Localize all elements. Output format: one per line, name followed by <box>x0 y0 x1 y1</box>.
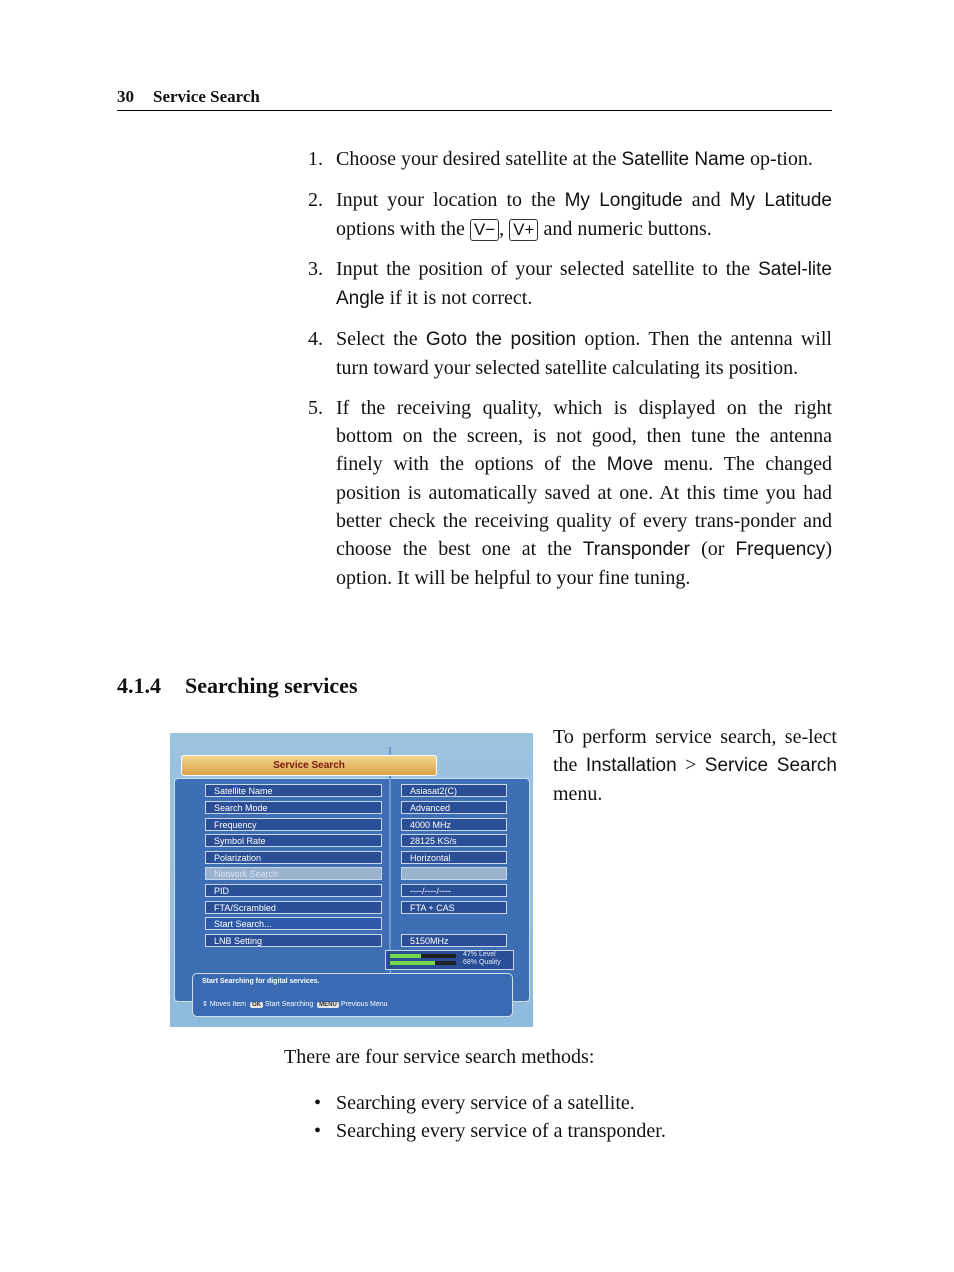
option-name: Satel-lite Angle <box>336 259 832 309</box>
option-name: Move <box>606 454 654 475</box>
value-network-search <box>401 867 507 880</box>
quality-label: 68% Quality <box>463 959 501 966</box>
menu-item-network-search: Network Search <box>205 867 382 880</box>
move-hint: Moves Item <box>209 1001 247 1008</box>
updown-icon: ⇕ <box>202 1001 208 1008</box>
menu-item-fta-scrambled[interactable]: FTA/Scrambled <box>205 901 382 914</box>
help-keys <box>202 1000 388 1008</box>
menu-item-search-mode[interactable]: Search Mode <box>205 801 382 814</box>
list-item <box>314 1117 666 1145</box>
option-name: Goto the position <box>425 329 577 350</box>
running-title: Service Search <box>153 87 260 106</box>
step-number: 4. <box>308 328 323 350</box>
list-item-text: Searching every service of a transponder. <box>336 1120 666 1142</box>
step-text: If the receiving quality, which is displayed on the right bottom on the screen, is not good, then tune the antenna finely with the options of the <box>336 397 832 475</box>
value-polarization[interactable]: Horizontal <box>401 851 507 864</box>
option-name: Transponder <box>582 539 690 560</box>
section-title: Searching services <box>185 673 358 698</box>
step-number: 2. <box>308 189 323 211</box>
menu-key-tag: MENU <box>319 1002 337 1008</box>
step-text: Input your location to the <box>336 189 565 211</box>
option-name: My Longitude <box>564 190 683 211</box>
step-number: 5. <box>308 397 323 419</box>
step-text: options with the <box>336 218 470 240</box>
value-search-mode[interactable]: Advanced <box>401 801 507 814</box>
service-search-screenshot <box>170 733 533 1027</box>
step-text: Select the <box>336 328 426 350</box>
step-text: option. Then the antenna will turn toward your selected satellite calculating its position. <box>336 328 832 379</box>
step-text: Input the position of your selected satellite to the <box>336 258 759 280</box>
value-satellite-name[interactable]: Asiasat2(C) <box>401 784 507 797</box>
remote-key: V− <box>470 219 499 241</box>
step-number: 3. <box>308 258 323 280</box>
help-message: Start Searching for digital services. <box>202 978 320 985</box>
instruction-text: menu. <box>553 783 603 805</box>
option-name: Satellite Name <box>621 149 746 170</box>
methods-intro: There are four service search methods: <box>284 1046 595 1068</box>
menu-item-polarization[interactable]: Polarization <box>205 851 382 864</box>
list-item-text: Searching every service of a satellite. <box>336 1092 635 1114</box>
value-symbol-rate[interactable]: 28125 KS/s <box>401 834 507 847</box>
value-fta-scrambled[interactable]: FTA + CAS <box>401 901 507 914</box>
menu-item-symbol-rate[interactable]: Symbol Rate <box>205 834 382 847</box>
remote-key: V+ <box>509 219 538 241</box>
instruction-text: To perform service search, se-lect the <box>553 726 837 776</box>
menu-item-lnb-setting[interactable]: LNB Setting <box>205 934 382 947</box>
level-label: 47% Level <box>463 951 496 958</box>
menu-name: Service Search <box>704 755 837 776</box>
step-4 <box>308 325 832 382</box>
value-frequency[interactable]: 4000 MHz <box>401 818 507 831</box>
step-text: and numeric buttons. <box>538 218 712 240</box>
level-bar <box>390 954 456 958</box>
steps-list <box>308 145 832 604</box>
screen-title-tab: Service Search <box>181 755 437 776</box>
step-text: op-tion. <box>745 148 813 170</box>
step-5 <box>308 394 832 592</box>
value-pid[interactable]: ----/----/---- <box>401 884 507 897</box>
ok-key-tag: OK <box>251 1002 261 1008</box>
step-3 <box>308 255 832 313</box>
option-name: Frequency <box>735 539 826 560</box>
signal-meter <box>385 950 514 970</box>
step-text: (or <box>689 538 736 560</box>
menu-item-pid[interactable]: PID <box>205 884 382 897</box>
menu-item-satellite-name[interactable]: Satellite Name <box>205 784 382 797</box>
step-number: 1. <box>308 148 323 170</box>
ok-hint: Start Searching <box>264 1001 314 1008</box>
menu-item-start-search[interactable]: Start Search... <box>205 917 382 930</box>
methods-list <box>314 1089 666 1145</box>
option-name: My Latitude <box>729 190 832 211</box>
step-text: menu. The changed position is automatically saved at one. At this time you had better check the receiving quality of every trans-ponder and choose the best one at the <box>336 453 833 560</box>
section-number: 4.1.4 <box>117 673 161 698</box>
step-1 <box>308 145 832 174</box>
bullet-icon: • <box>314 1092 322 1114</box>
menu-item-frequency[interactable]: Frequency <box>205 818 382 831</box>
section-heading <box>117 673 358 699</box>
quality-bar-fill <box>390 961 435 965</box>
help-bar <box>192 973 513 1017</box>
step-2 <box>308 186 832 243</box>
list-item <box>314 1089 666 1117</box>
step-text: ) option. It will be helpful to your fine tuning. <box>336 538 832 589</box>
level-bar-fill <box>390 954 421 958</box>
menu-hint: Previous Menu <box>340 1001 388 1008</box>
quality-bar <box>390 961 456 965</box>
value-lnb-setting[interactable]: 5150MHz <box>401 934 507 947</box>
step-text: and <box>682 189 730 211</box>
step-text: if it is not correct. <box>384 287 533 309</box>
bullet-icon: • <box>314 1120 322 1142</box>
step-text: Choose your desired satellite at the <box>336 148 622 170</box>
screenshot-instruction <box>553 723 837 808</box>
menu-name: Installation <box>585 755 677 776</box>
running-header <box>117 86 832 111</box>
page-number: 30 <box>117 87 134 106</box>
instruction-text: > <box>676 754 705 776</box>
step-text: , <box>499 218 510 240</box>
